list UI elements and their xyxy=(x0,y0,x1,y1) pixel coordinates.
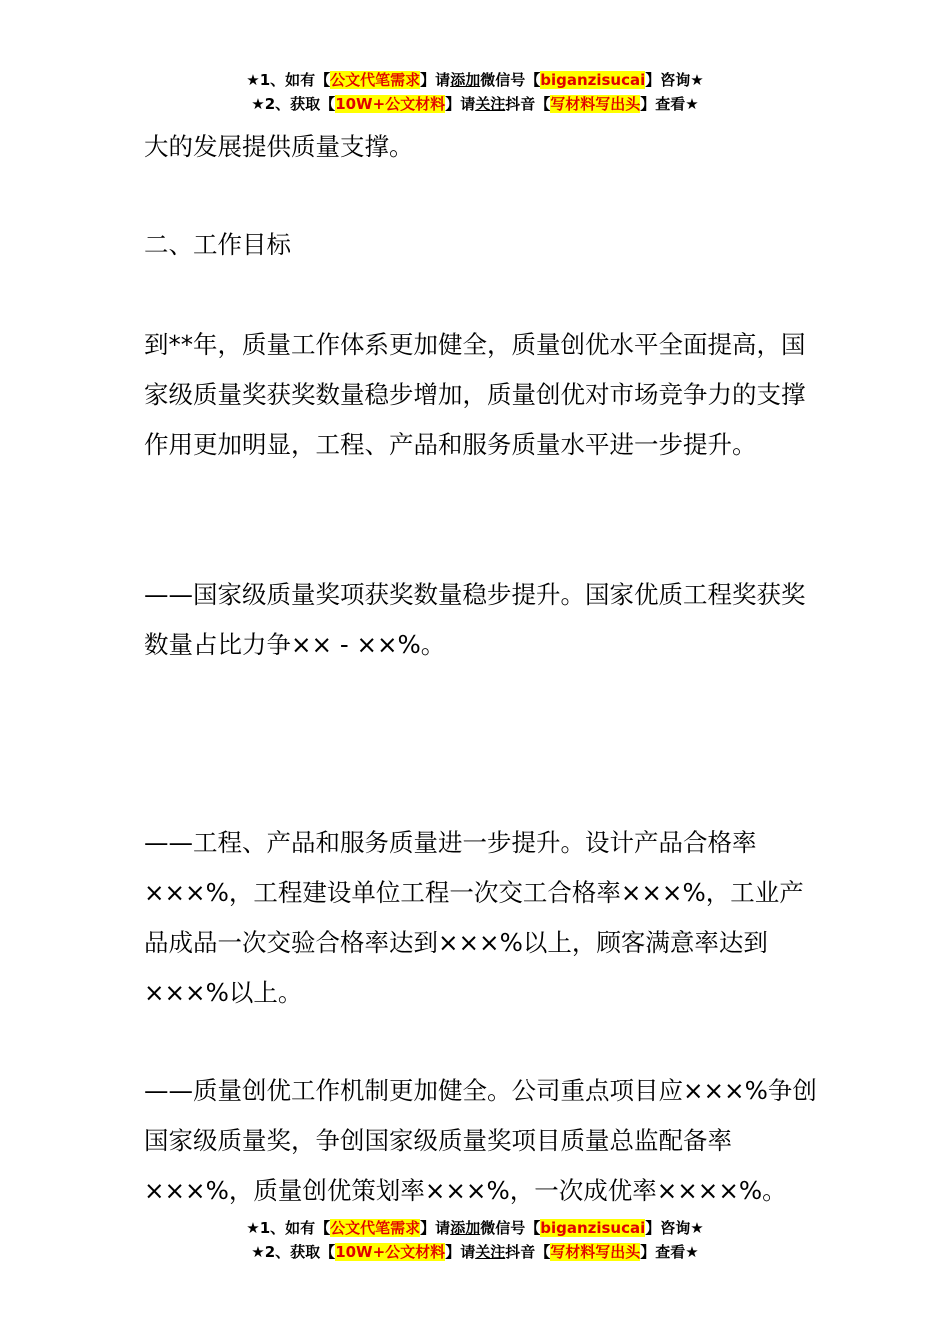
banner-line-2: ★2、获取【10W+公文材料】请关注抖音【写材料写出头】查看★ xyxy=(251,1243,699,1261)
highlight-service: 公文代笔需求 xyxy=(330,71,421,89)
footer-banner xyxy=(0,1216,950,1264)
header-banner xyxy=(0,68,950,116)
paragraph-item-awards: ——国家级质量奖项获奖数量稳步提升。国家优质工程奖获奖数量占比力争×× - ××%。 xyxy=(144,580,806,659)
paragraph-intro-tail: 大的发展提供质量支撑。 xyxy=(144,132,414,161)
highlight-materials: 10W+公文材料 xyxy=(335,95,446,113)
highlight-wechat-id: biganzisucai xyxy=(540,1219,646,1237)
banner-line-1: ★1、如有【公文代笔需求】请添加微信号【biganzisucai】咨询★ xyxy=(246,1219,704,1237)
banner-line-1: ★1、如有【公文代笔需求】请添加微信号【biganzisucai】咨询★ xyxy=(246,71,704,89)
highlight-douyin-account: 写材料写出头 xyxy=(550,95,641,113)
highlight-materials: 10W+公文材料 xyxy=(335,1243,446,1261)
highlight-douyin-account: 写材料写出头 xyxy=(550,1243,641,1261)
section-heading: 二、工作目标 xyxy=(144,230,291,259)
paragraph-goal: 到**年，质量工作体系更加健全，质量创优水平全面提高，国家级质量奖获奖数量稳步增加，质量创优对市场竞争力的支撑作用更加明显，工程、产品和服务质量水平进一步提升。 xyxy=(144,330,806,459)
highlight-wechat-id: biganzisucai xyxy=(540,71,646,89)
banner-line-2: ★2、获取【10W+公文材料】请关注抖音【写材料写出头】查看★ xyxy=(251,95,699,113)
highlight-service: 公文代笔需求 xyxy=(330,1219,421,1237)
paragraph-item-mechanism: ——质量创优工作机制更加健全。公司重点项目应×××%争创国家级质量奖，争创国家级质量奖项目质量总监配备率×××%，质量创优策划率×××%，一次成优率××××%。 xyxy=(144,1076,817,1205)
paragraph-item-quality: ——工程、产品和服务质量进一步提升。设计产品合格率×××%，工程建设单位工程一次交工合格率×××%，工业产品成品一次交验合格率达到×××%以上，顾客满意率达到×××%以上。 xyxy=(144,828,804,1007)
